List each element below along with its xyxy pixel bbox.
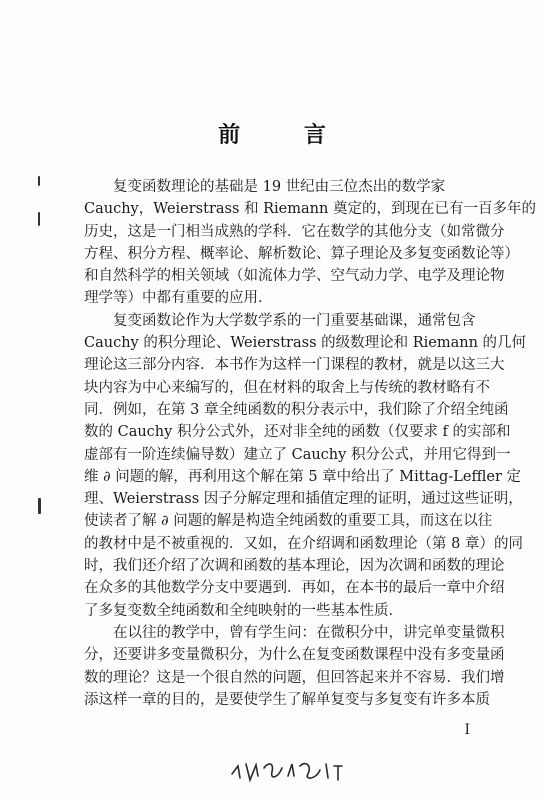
body-text — [84, 176, 536, 711]
paragraph — [84, 176, 536, 310]
page-title: 前 言 — [218, 122, 354, 148]
text-line: 虚部有一阶连续偏导数）建立了 Cauchy 积分公式，并用它得到一 — [84, 446, 511, 463]
margin-mark — [38, 498, 41, 514]
paragraph — [84, 622, 505, 711]
text-line: 在众多的其他数学分支中要遇到．再如，在本书的最后一章中介绍 — [84, 580, 505, 597]
text-line: Cauchy 的积分理论、Weierstrass 的级数理论和 Riemann 的几何 — [84, 335, 527, 352]
text-line: 复变函数论作为大学数学系的一门重要基础课，通常包含 — [84, 312, 476, 329]
text-line: 块内容为中心来编写的，但在材料的取舍上与传统的教材略有不 — [84, 379, 490, 396]
margin-mark — [38, 212, 40, 226]
text-line: 和自然科学的相关领域（如流体力学、空气动力学、电学及理论物 — [84, 268, 505, 285]
text-line: 添这样一章的目的，是要使学生了解单复变与多复变有许多本质 — [84, 691, 490, 708]
text-line: 数的 Cauchy 积分公式外，还对非全纯的函数（仅要求 f 的实部和 — [84, 424, 511, 441]
text-line: 在以往的教学中，曾有学生问：在微积分中，讲完单变量微积 — [84, 624, 505, 641]
text-line: 理论这三部分内容．本书作为这样一门课程的教材，就是以这三大 — [84, 357, 505, 374]
text-line: 复变函数理论的基础是 19 世纪由三位杰出的数学家 — [84, 179, 446, 195]
text-line: 维 ∂ 问题的解，再利用这个解在第 5 章中给出了 Mittag-Leffler 定 — [84, 468, 522, 485]
text-line: 了多复变数全纯函数和全纯映射的一些基本性质． — [84, 602, 403, 619]
paragraph — [84, 310, 527, 622]
text-line: 理、Weierstrass 因子分解定理和插值定理的证明，通过这些证明， — [84, 491, 523, 508]
page-number: I — [464, 722, 470, 738]
margin-mark — [38, 176, 40, 186]
text-line: 历史，这是一门相当成熟的学科．它在数学的其他分支（如常微分 — [84, 223, 505, 240]
text-line: 的教材中是不被重视的．又如，在介绍调和函数理论（第 8 章）的同 — [84, 535, 523, 552]
text-line: 分，还要讲多变量微积分，为什么在复变函数课程中没有多变量函 — [84, 647, 505, 664]
text-line: 方程、积分方程、概率论、解析数论、算子理论及多复变函数论等） — [84, 245, 519, 262]
text-line: 理学等）中都有重要的应用． — [84, 290, 273, 307]
text-line: 同．例如，在第 3 章全纯函数的积分表示中，我们除了介绍全纯函 — [84, 401, 509, 418]
text-line: 使读者了解 ∂ 问题的解是构造全纯函数的重要工具，而这在以往 — [84, 513, 493, 530]
text-line: 时，我们还介绍了次调和函数的基本理论，因为次调和函数的理论 — [84, 558, 505, 575]
text-line: 数的理论？这是一个很自然的问题，但回答起来并不容易．我们增 — [84, 669, 505, 686]
text-line: Cauchy，Weierstrass 和 Riemann 奠定的，到现在已有一百多年的 — [84, 201, 536, 218]
handwritten-scribble — [228, 756, 348, 784]
